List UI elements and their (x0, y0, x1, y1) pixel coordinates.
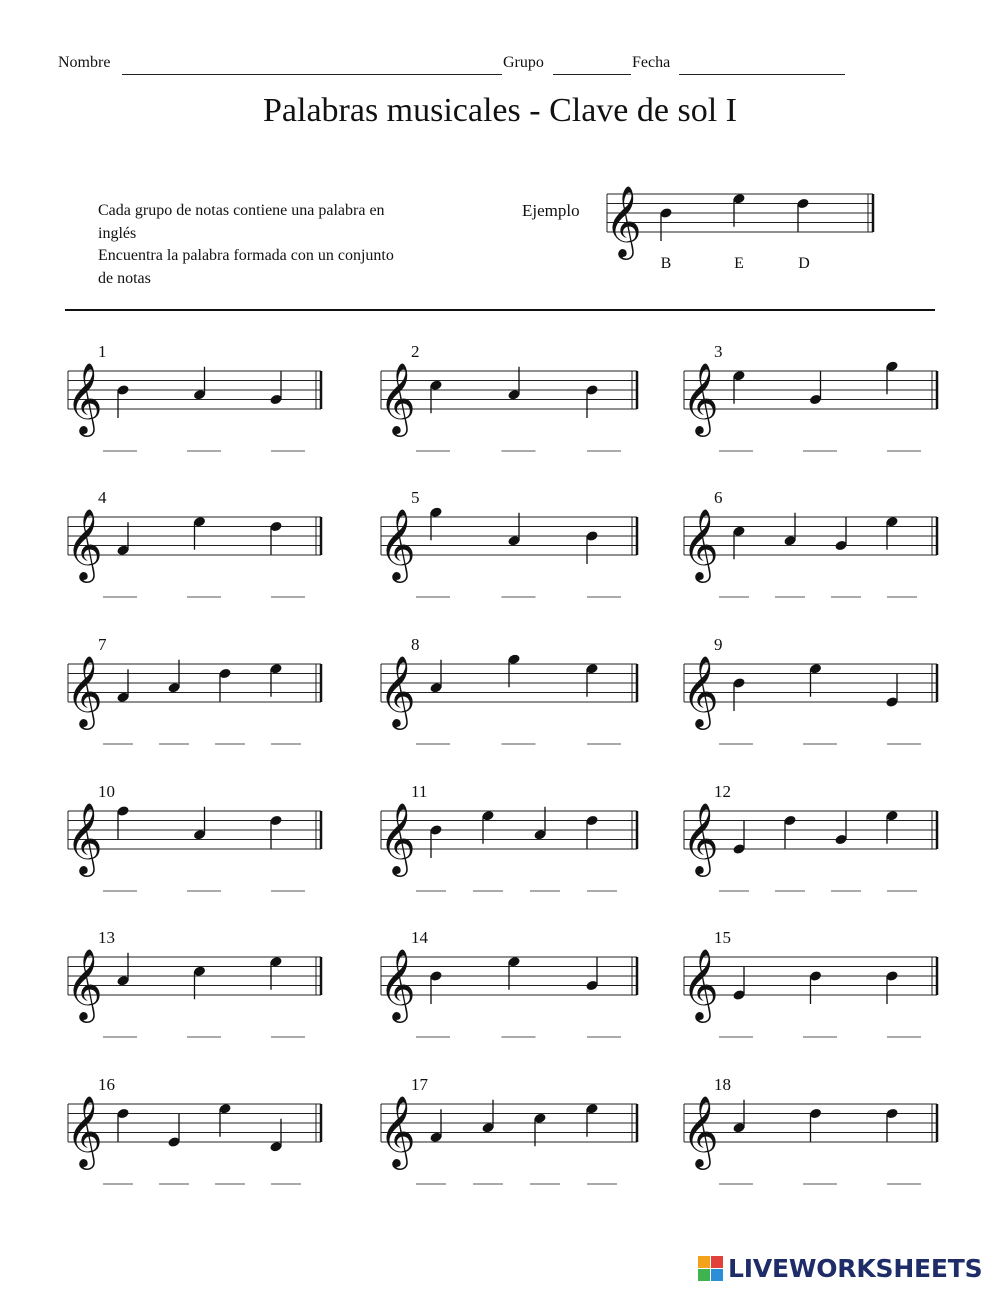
treble-clef-icon: 𝄞 (66, 654, 103, 727)
exercise-number: 12 (714, 782, 731, 801)
treble-clef-icon: 𝄞 (379, 654, 416, 727)
exercise-number: 1 (98, 342, 107, 361)
treble-clef-icon: 𝄞 (682, 361, 719, 434)
exercise-number: 7 (98, 635, 107, 654)
instructions-line: de notas (98, 269, 151, 287)
exercise-number: 4 (98, 488, 107, 507)
example-letter: E (734, 255, 744, 272)
treble-clef-icon: 𝄞 (682, 1094, 719, 1167)
exercise-number: 6 (714, 488, 723, 507)
example-label: Ejemplo (522, 201, 580, 220)
exercise-number: 13 (98, 928, 115, 947)
treble-clef-icon: 𝄞 (379, 361, 416, 434)
treble-clef-icon: 𝄞 (66, 1094, 103, 1167)
exercise-number: 17 (411, 1075, 428, 1094)
treble-clef-icon: 𝄞 (379, 947, 416, 1020)
name-label: Nombre (58, 54, 111, 71)
exercise-number: 2 (411, 342, 420, 361)
exercise-number: 5 (411, 488, 420, 507)
treble-clef-icon: 𝄞 (682, 654, 719, 727)
treble-clef-icon: 𝄞 (682, 507, 719, 580)
treble-clef-icon: 𝄞 (379, 801, 416, 874)
treble-clef-icon: 𝄞 (379, 1094, 416, 1167)
instructions-line: Encuentra la palabra formada con un conjunto (98, 247, 394, 264)
treble-clef-icon: 𝄞 (379, 507, 416, 580)
brand-name: LIVEWORKSHEETS (728, 1254, 983, 1283)
example-letter: D (798, 255, 810, 272)
exercise-number: 18 (714, 1075, 731, 1094)
treble-clef-icon: 𝄞 (682, 801, 719, 874)
page-title: Palabras musicales - Clave de sol I (263, 92, 737, 129)
example-letter: B (660, 255, 672, 272)
date-label: Fecha (632, 54, 671, 71)
group-label: Grupo (503, 54, 544, 71)
exercise-number: 16 (98, 1075, 115, 1094)
instructions-line: Cada grupo de notas contiene una palabra en (98, 202, 385, 219)
treble-clef-icon: 𝄞 (66, 361, 103, 434)
exercise-number: 3 (714, 342, 723, 361)
footer-brand (698, 1254, 982, 1283)
exercise-number: 11 (411, 782, 428, 801)
liveworksheets-logo-icon (698, 1256, 724, 1282)
treble-clef-icon: 𝄞 (682, 947, 719, 1020)
exercise-number: 15 (714, 928, 731, 947)
exercise-number: 10 (98, 782, 115, 801)
treble-clef-icon: 𝄞 (66, 947, 103, 1020)
treble-clef-icon: 𝄞 (66, 507, 103, 580)
instructions-line: inglés (98, 224, 137, 242)
treble-clef-icon: 𝄞 (605, 184, 642, 257)
treble-clef-icon: 𝄞 (66, 801, 103, 874)
exercise-number: 9 (714, 635, 723, 654)
exercise-number: 14 (411, 928, 428, 947)
exercise-number: 8 (411, 635, 420, 654)
